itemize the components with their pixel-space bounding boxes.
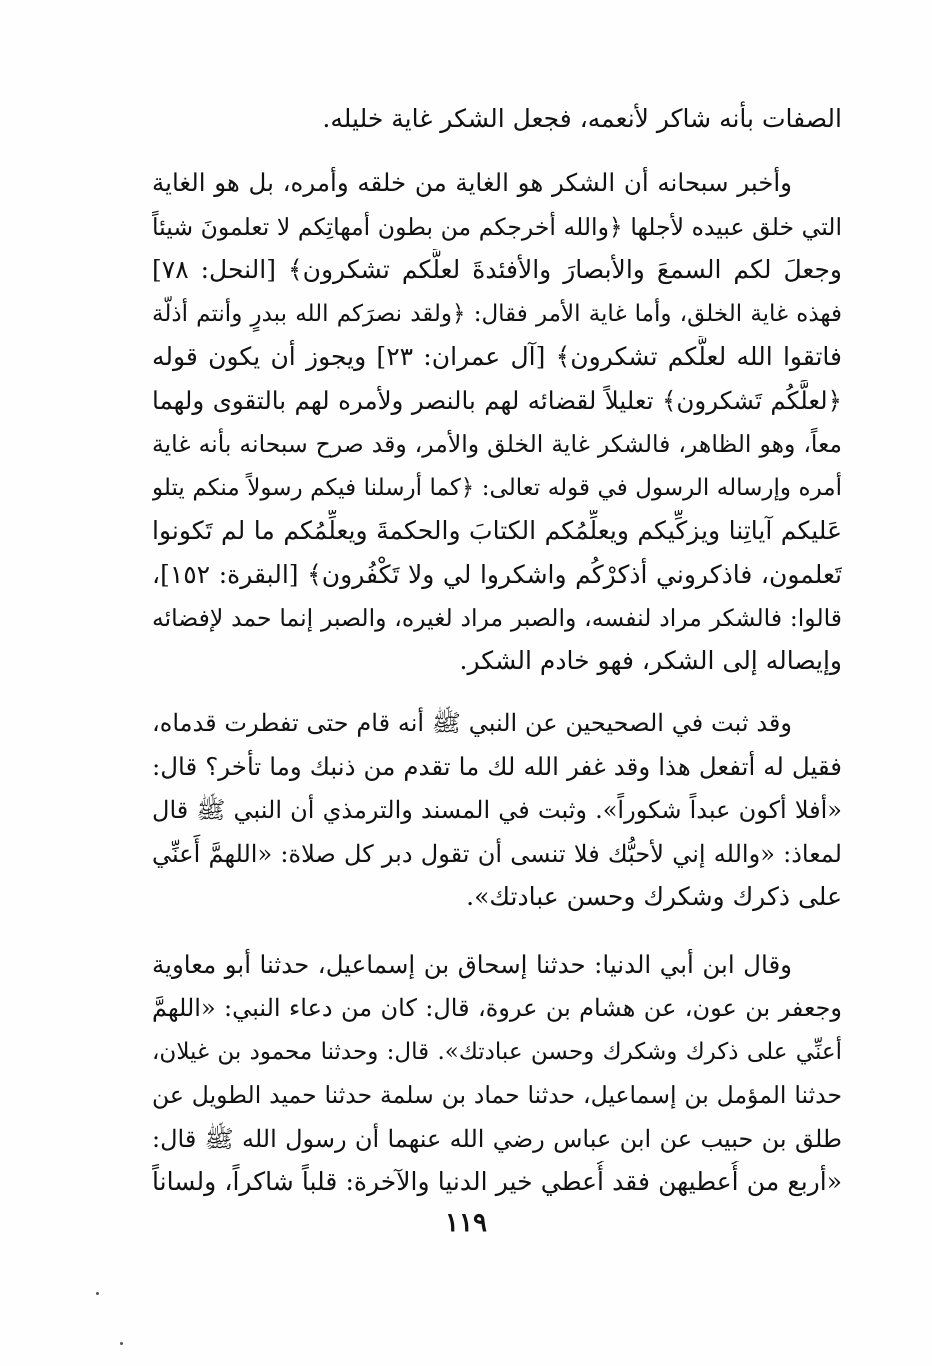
paragraph-1-line [152, 423, 842, 465]
paragraph-1-line [152, 597, 842, 639]
line-text: التي خلق عبيده لأجلها ﴿والله أخرجكم من بطون أمهاتِكم لا تعلمونَ شيئاً [152, 213, 842, 241]
paragraph-1-line [152, 510, 842, 552]
paragraph-3-line [152, 987, 842, 1029]
paragraph-3-line [152, 1118, 842, 1160]
line-text: قالوا: فالشكر مراد لنفسه، والصبر مراد لغيره، والصبر إنما حمد لإفضائه [152, 604, 842, 632]
line-text: الصفات بأنه شاكر لأنعمه، فجعل الشكر غاية خليله. [322, 104, 842, 133]
paragraph-1-line [152, 293, 842, 335]
line-text: عَليكم آياتِنا ويزكِّيكم ويعلِّمُكم الكتابَ والحكمةَ ويعلِّمُكم ما لم تَكونوا [152, 516, 842, 545]
line-text: «أفلا أكون عبداً شكوراً». وثبت في المسند والترمذي أن النبي ﷺ قال [152, 796, 842, 824]
paragraph-1-line [152, 336, 842, 378]
paragraph-1-line [152, 554, 842, 596]
line-text: وقد ثبت في الصحيحين عن النبي ﷺ أنه قام حتى تفطرت قدماه، [152, 709, 792, 737]
line-text: على ذكرك وشكرك وحسن عبادتك». [466, 882, 842, 911]
line-text: حدثنا المؤمل بن إسماعيل، حدثنا حماد بن سلمة حدثنا حميد الطويل عن [152, 1081, 842, 1109]
line-text: ﴿لعلَّكُم تَشكرون﴾ تعليلاً لقضائه لهم بالنصر ولأمره لهم بالتقوى ولهما [152, 386, 842, 415]
page-number: ١١٩ [445, 1208, 487, 1238]
line-text: وقال ابن أبي الدنيا: حدثنا إسحاق بن إسماعيل، حدثنا أبو معاوية [152, 950, 792, 979]
line-text: وجعفر بن عون، عن هشام بن عروة، قال: كان من دعاء النبي: «اللهمَّ [152, 994, 842, 1022]
paragraph-2-line [152, 876, 842, 918]
line-text: معاً، وهو الظاهر، فالشكر غاية الخلق والأمر، وقد صرح سبحانه بأنه غاية [152, 430, 842, 458]
line-text: طلق بن حبيب عن ابن عباس رضي الله عنهما أن رسول الله ﷺ قال: [152, 1125, 842, 1153]
line-text: فهذه غاية الخلق، وأما غاية الأمر فقال: ﴿ولقد نصرَكم الله ببدرٍ وأنتم أذلّة [152, 301, 842, 327]
line-text: وأخبر سبحانه أن الشكر هو الغاية من خلقه وأمره، بل هو الغاية [152, 168, 792, 197]
line-text: وإيصاله إلى الشكر، فهو خادم الشكر. [459, 646, 842, 675]
paragraph-3-line [152, 1031, 842, 1073]
line-text: لمعاذ: «والله إني لأحبُّك فلا تنسى أن تقول دبر كل صلاة: «اللهمَّ أَعنِّي [152, 840, 842, 868]
line-text: فاتقوا الله لعلَّكم تشكرون﴾ [آل عمران: ٢٣] ويجوز أن يكون قوله [152, 342, 842, 371]
paragraph-2-line [152, 833, 842, 875]
paragraph-1-line [152, 467, 842, 509]
paragraph-1-line [152, 380, 842, 422]
line-text: أمره وإرساله الرسول في قوله تعالى: ﴿كما أرسلنا فيكم رسولاً منكم يتلو [152, 475, 842, 501]
line-text: تَعلمون، فاذكروني أذكرْكُم واشكروا لي ولا تَكْفُرون﴾ [البقرة: ١٥٢]، [152, 560, 842, 589]
paragraph-1-line [152, 640, 842, 682]
line-text: أعنِّي على ذكرك وشكرك وحسن عبادتك». قال: وحدثنا محمود بن غيلان، [152, 1039, 842, 1065]
scan-speck [120, 1342, 123, 1345]
paragraph-3-line [152, 1161, 842, 1203]
line-text: وجعلَ لكم السمعَ والأبصارَ والأفئدةَ لعلَّكم تشكرون﴾ [النحل: ٧٨] [152, 255, 842, 284]
paragraph-2-line [152, 702, 842, 744]
text-line [152, 98, 842, 140]
paragraph-2-line [152, 789, 842, 831]
line-text: «أربع من أُعطيهن فقد أُعطي خير الدنيا والآخرة: قلباً شاكراً، ولساناً [152, 1167, 842, 1196]
paragraph-3-line [152, 1074, 842, 1116]
line-text: فقيل له أتفعل هذا وقد غفر الله لك ما تقدم من ذنبك وما تأخر؟ قال: [152, 752, 842, 781]
paragraph-1-line [152, 162, 842, 204]
paragraph-1-line [152, 249, 842, 291]
scan-speck [96, 1292, 99, 1295]
paragraph-3-line [152, 944, 842, 986]
paragraph-2-line [152, 746, 842, 788]
paragraph-1-line [152, 206, 842, 248]
